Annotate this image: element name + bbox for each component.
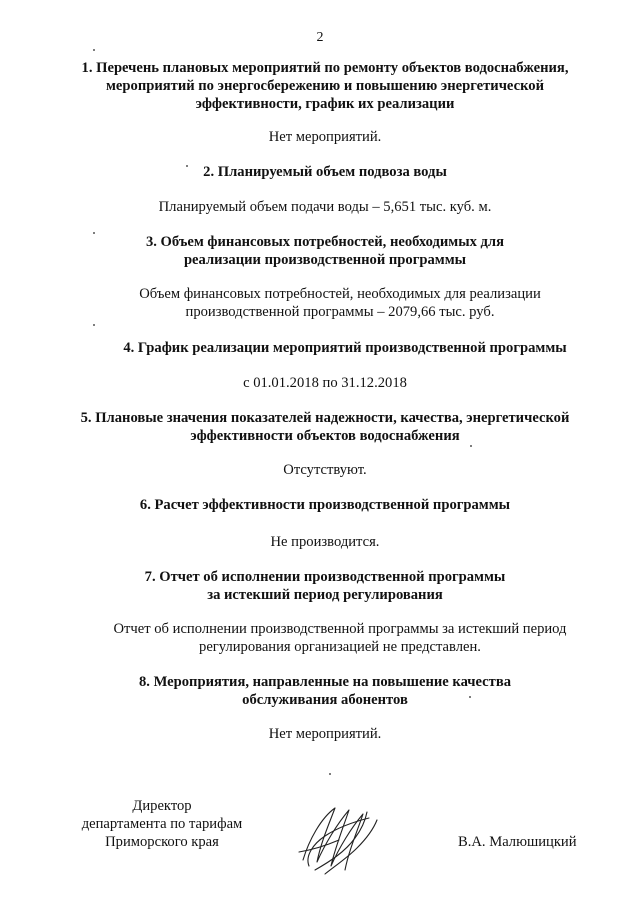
- heading-line: 2. Планируемый объем подвоза воды: [203, 164, 447, 180]
- heading-line: мероприятий по энергосбережению и повышению энергетической: [105, 78, 544, 94]
- signatory-title: [62, 797, 262, 851]
- section-1-body: [60, 128, 590, 146]
- heading-line: реализации производственной программы: [183, 252, 467, 268]
- heading-line: 4. График реализации мероприятий производственной программы: [123, 340, 567, 356]
- section-7-body: [75, 620, 605, 656]
- signatory-title-line: Приморского края: [105, 834, 219, 850]
- heading-line: 5. Плановые значения показателей надежности, качества, энергетической: [80, 410, 570, 426]
- heading-line: эффективности объектов водоснабжения: [190, 428, 460, 444]
- body-line: Отсутствуют.: [283, 462, 367, 478]
- section-4-heading: [80, 339, 610, 357]
- body-line: с 01.01.2018 по 31.12.2018: [243, 375, 407, 391]
- body-line: Не производится.: [270, 534, 380, 550]
- section-5-body: [60, 461, 590, 479]
- heading-line: за истекший период регулирования: [207, 587, 443, 603]
- scan-speck: [469, 696, 471, 698]
- heading-line: обслуживания абонентов: [242, 692, 408, 708]
- handwritten-signature: [295, 800, 385, 880]
- heading-line: 1. Перечень плановых мероприятий по ремонту объектов водоснабжения,: [81, 60, 569, 76]
- section-7-heading: [60, 568, 590, 604]
- signatory-name: В.А. Малюшицкий: [458, 834, 577, 850]
- section-3-heading: [60, 233, 590, 269]
- scan-speck: [329, 773, 331, 775]
- section-2-body: [60, 198, 590, 216]
- scan-speck: [93, 232, 95, 234]
- section-5-heading: [60, 409, 590, 445]
- body-line: производственной программы – 2079,66 тыс. руб.: [185, 304, 495, 320]
- scan-speck: [93, 324, 95, 326]
- body-line: регулирования организацией не представлен.: [199, 639, 481, 655]
- section-2-heading: [60, 163, 590, 181]
- signatory-title-line: департамента по тарифам: [81, 816, 243, 832]
- body-line: Объем финансовых потребностей, необходимых для реализации: [139, 286, 541, 302]
- scan-speck: [93, 49, 95, 51]
- section-8-body: [60, 725, 590, 743]
- scan-speck: [186, 165, 188, 167]
- body-line: Нет мероприятий.: [268, 129, 382, 145]
- heading-line: эффективности, график их реализации: [195, 96, 455, 112]
- page-number: 2: [316, 30, 324, 45]
- body-line: Нет мероприятий.: [268, 726, 382, 742]
- heading-line: 8. Мероприятия, направленные на повышение качества: [138, 674, 511, 690]
- section-4-body: [60, 374, 590, 392]
- heading-line: 7. Отчет об исполнении производственной программы: [144, 569, 506, 585]
- section-3-body: [75, 285, 605, 321]
- scan-speck: [470, 445, 472, 447]
- section-8-heading: [60, 673, 590, 709]
- section-1-heading: [60, 59, 590, 113]
- section-6-body: [60, 533, 590, 551]
- heading-line: 3. Объем финансовых потребностей, необходимых для: [145, 234, 505, 250]
- signatory-title-line: Директор: [132, 798, 192, 814]
- body-line: Отчет об исполнении производственной программы за истекший период: [113, 621, 567, 637]
- body-line: Планируемый объем подачи воды – 5,651 тыс. куб. м.: [158, 199, 492, 215]
- heading-line: 6. Расчет эффективности производственной программы: [139, 497, 511, 513]
- section-6-heading: [60, 496, 590, 514]
